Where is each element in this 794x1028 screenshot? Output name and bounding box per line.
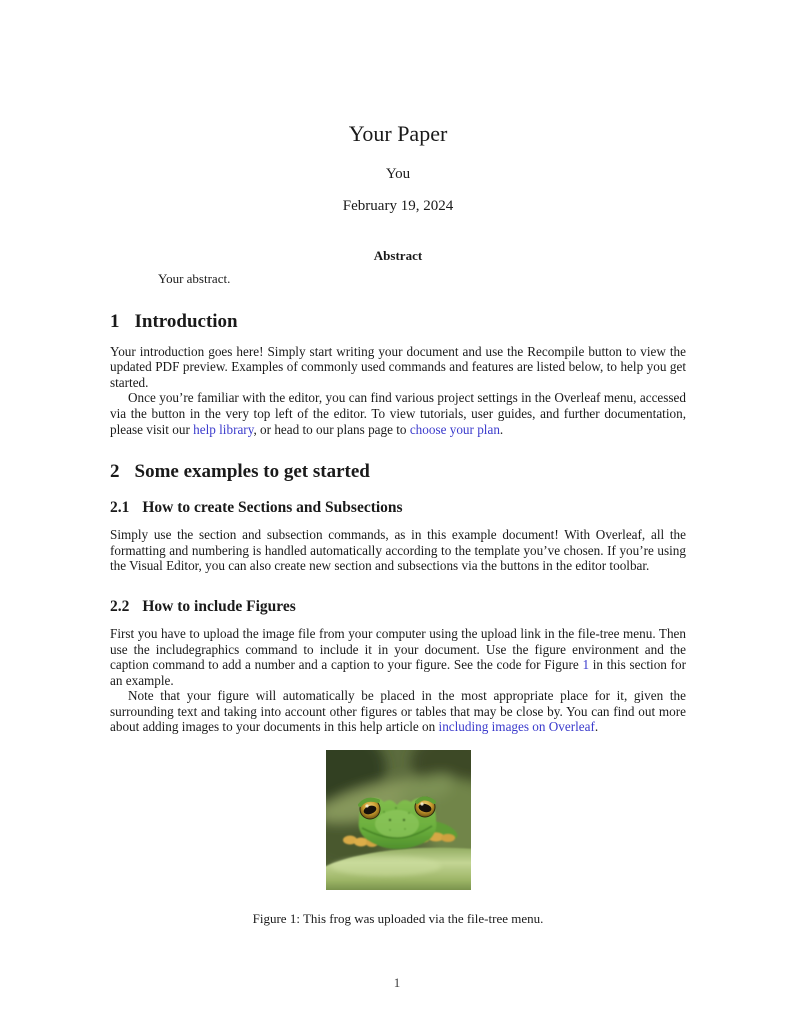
frog-photo-image	[326, 750, 471, 890]
figure-1	[110, 750, 686, 927]
paragraph-text: .	[594, 719, 599, 735]
section-2-2-paragraph-1	[110, 626, 686, 688]
paper-date: February 19, 2024	[342, 198, 454, 215]
paper-author: You	[385, 166, 411, 183]
paragraph-text: Once you’re familiar with the editor, you can find various project settings in the Overleaf menu, accessed via the button in the very top left of the editor. To view tutorials, user guides, and further documentation, please visit our	[110, 390, 686, 437]
section-2-2-number: 2.2	[110, 597, 130, 615]
section-2-1-paragraph-1: Simply use the section and subsection commands, as in this example document! With Overleaf, all the formatting and numbering is handled automatically according to the template you’ve chosen. If you’re using the Visual Editor, you can also create new section and subsections via the buttons in the editor toolbar.	[110, 527, 686, 574]
help-library-link[interactable]: help library	[193, 421, 254, 437]
section-2-1-title: How to create Sections and Subsections	[142, 499, 403, 517]
section-2-2-heading	[110, 598, 686, 615]
section-2-1-number: 2.1	[110, 499, 130, 517]
paper-title: Your Paper	[348, 121, 448, 146]
section-2-1-heading	[110, 499, 686, 516]
abstract-text: Your abstract.	[158, 271, 231, 287]
section-2-heading	[110, 462, 686, 483]
abstract-heading: Abstract	[373, 248, 423, 264]
paragraph-text: .	[499, 421, 504, 437]
figure-1-caption: Figure 1: This frog was uploaded via the file-tree menu.	[252, 911, 544, 927]
including-images-on-overleaf-link[interactable]: including images on Overleaf	[438, 719, 595, 735]
section-2-2-paragraph-2	[110, 688, 686, 735]
paragraph-text: , or head to our plans page to	[253, 421, 410, 437]
choose-your-plan-link[interactable]: choose your plan	[409, 421, 500, 437]
section-2-2-title: How to include Figures	[142, 597, 296, 615]
section-1-heading	[110, 312, 686, 333]
section-2-number: 2	[110, 461, 120, 483]
section-2-title: Some examples to get started	[134, 461, 370, 483]
section-1-paragraph-1: Your introduction goes here! Simply start writing your document and use the Recompile button to view the updated PDF preview. Examples of commonly used commands and features are listed below, to help you get started.	[110, 343, 686, 390]
section-1-paragraph-2	[110, 390, 686, 437]
page-number: 1	[393, 975, 401, 990]
section-1-title: Introduction	[134, 310, 238, 332]
paragraph-text: First you have to upload the image file from your computer using the upload link in the file-tree menu. Then use the includegraphics command to include it in your document. Use the figure environment and the caption command to add a number and a caption to your figure. See the code for Figure	[110, 625, 686, 673]
section-1-number: 1	[110, 310, 120, 332]
paragraph-text: Note that your figure will automatically be placed in the most appropriate place for it, given the surrounding text and taking into account other figures or tables that may be close by. You can find out more about adding images to your documents in this help article on	[110, 688, 686, 735]
figure-1-reference-link[interactable]: 1	[582, 657, 590, 673]
paragraph-text: in this section for an example.	[110, 657, 686, 688]
